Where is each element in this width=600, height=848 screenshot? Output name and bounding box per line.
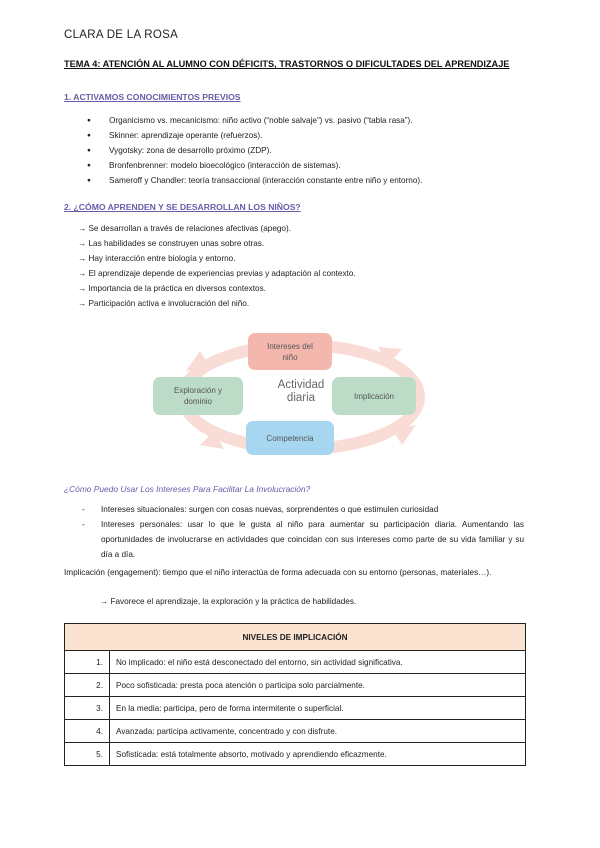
node-label: Intereses del <box>267 341 313 351</box>
level-number: 2. <box>65 674 110 697</box>
interests-list <box>64 502 524 562</box>
document-title: TEMA 4: ATENCIÓN AL ALUMNO CON DÉFICITS, TRASTORNOS O DIFICULTADES DEL APRENDIZAJE <box>64 59 510 69</box>
level-description: Poco sofisticada: presta poca atención o participa solo parcialmente. <box>110 674 526 697</box>
prior-knowledge-list <box>87 113 422 188</box>
table-row <box>65 697 526 720</box>
node-label: Competencia <box>266 433 314 443</box>
list-item: → Importancia de la práctica en diversos contextos. <box>78 284 266 293</box>
list-item: → Hay interacción entre biología y entorno. <box>78 254 236 263</box>
list-item: → Participación activa e involucración del niño. <box>78 299 250 308</box>
table-row <box>65 651 526 674</box>
list-item: → Se desarrollan a través de relaciones afectivas (apego). <box>78 224 291 233</box>
level-number: 1. <box>65 651 110 674</box>
cycle-diagram <box>140 325 460 470</box>
author-name: CLARA DE LA ROSA <box>64 29 179 41</box>
level-description: Avanzada: participa activamente, concentrado y con disfrute. <box>110 720 526 743</box>
table-row <box>65 674 526 697</box>
list-item: ● Sameroff y Chandler: teoría transaccional (interacción constante entre niño y entorno). <box>87 173 422 188</box>
interests-node <box>248 333 332 370</box>
level-description: No implicado: el niño está desconectado del entorno, sin actividad significativa. <box>110 651 526 674</box>
list-item: ● Skinner: aprendizaje operante (refuerzos). <box>87 128 422 143</box>
list-item: → Las habilidades se construyen unas sobre otras. <box>78 239 265 248</box>
development-list <box>78 221 356 311</box>
list-item: → El aprendizaje depende de experiencias previas y adaptación al contexto. <box>78 269 356 278</box>
competence-node <box>246 421 334 455</box>
list-item: - Intereses situacionales: surgen con cosas nuevas, sorprendentes o que estimulen curiosidad <box>64 502 524 517</box>
section-1-heading: 1. ACTIVAMOS CONOCIMIENTOS PREVIOS <box>64 92 241 102</box>
list-item: ● Bronfenbrenner: modelo bioecológico (interacción de sistemas). <box>87 158 422 173</box>
exploration-node <box>153 377 243 415</box>
implication-arrow-note: → Favorece el aprendizaje, la exploración y la práctica de habilidades. <box>100 597 357 606</box>
node-label: Exploración y <box>173 386 223 395</box>
list-item: - Intereses personales: usar lo que le gusta al niño para aumentar su participación diaria. Aumentando las oportunidades de involucrarse en actividades que coincidan con sus intereses como parte de su vida familiar y su día a día. <box>64 517 524 562</box>
node-label: Implicación <box>353 391 394 401</box>
table-row <box>65 743 526 766</box>
section-2-heading: 2. ¿CÓMO APRENDEN Y SE DESARROLLAN LOS NIÑOS? <box>64 202 301 212</box>
interests-question: ¿Cómo Puedo Usar Los Intereses Para Facilitar La Involucración? <box>64 484 311 494</box>
level-number: 5. <box>65 743 110 766</box>
table-row <box>65 720 526 743</box>
level-number: 3. <box>65 697 110 720</box>
level-description: En la media: participa, pero de forma intermitente o superficial. <box>110 697 526 720</box>
node-label: niño <box>282 352 298 362</box>
implication-levels-table <box>64 623 526 766</box>
center-label-line: diaria <box>286 392 316 404</box>
center-label-line: Actividad <box>277 379 325 391</box>
level-number: 4. <box>65 720 110 743</box>
node-label: dominio <box>183 397 212 406</box>
table-header: NIVELES DE IMPLICACIÓN <box>65 624 526 651</box>
list-item: ● Organicismo vs. mecanicismo: niño activo (“noble salvaje”) vs. pasivo (“tabla rasa”). <box>87 113 422 128</box>
center-label <box>256 379 346 405</box>
level-description: Sofisticada: está totalmente absorto, motivado y aprendiendo eficazmente. <box>110 743 526 766</box>
list-item: ● Vygotsky: zona de desarrollo próximo (ZDP). <box>87 143 422 158</box>
implication-definition: Implicación (engagement): tiempo que el niño interactúa de forma adecuada con su entorno (personas, materiales…). <box>64 568 492 577</box>
